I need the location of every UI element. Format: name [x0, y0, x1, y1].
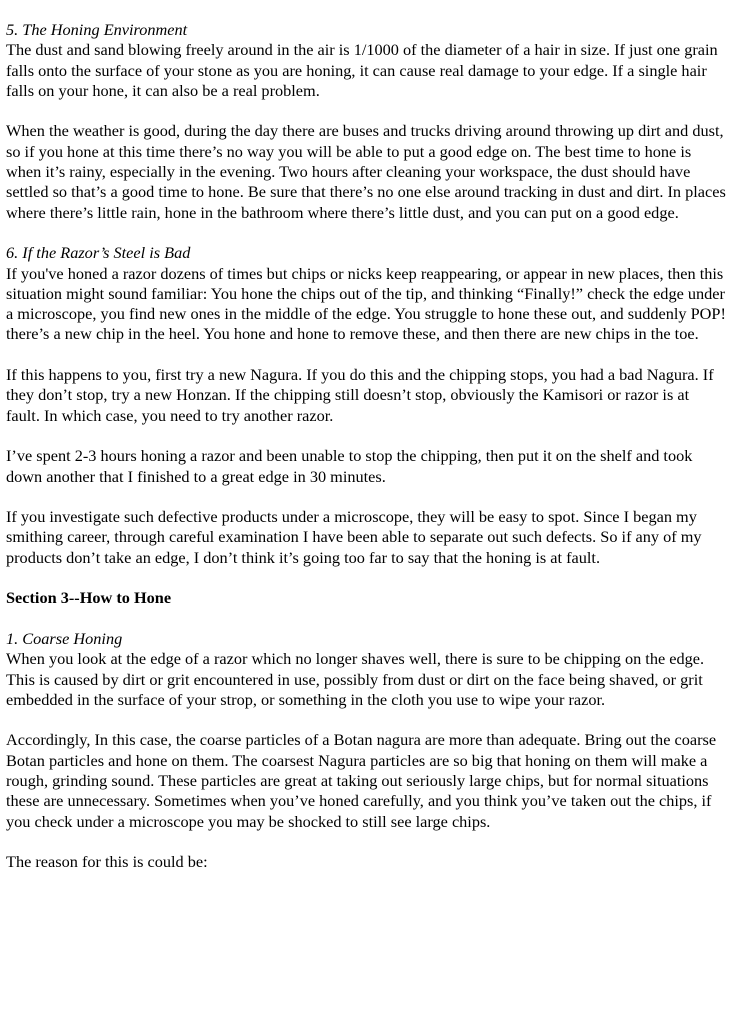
paragraph-spacer: [6, 568, 726, 588]
paragraph-spacer: [6, 345, 726, 365]
paragraph: When you look at the edge of a razor which no longer shaves well, there is sure to be chipping on the edge. This is caused by dirt or grit encountered in use, possibly from dust or dirt on the face being shaved, or grit embedded in the surface of your strop, or something in the cloth you use to wipe your razor.: [6, 649, 705, 709]
paragraph: If this happens to you, first try a new Nagura. If you do this and the chipping stops, you had a bad Nagura. If they don’t stop, try a new Honzan. If the chipping still doesn’t stop, obviously the Kamisori or razor is at fault. In which case, you need to try another razor.: [6, 365, 714, 425]
document-page: [6, 20, 726, 872]
paragraph-spacer: [6, 101, 726, 121]
paragraph: The dust and sand blowing freely around in the air is 1/1000 of the diameter of a hair in size. If just one grain falls onto the surface of your stone as you are honing, it can cause real damage to your edge. If a single hair falls on your hone, it can also be a real problem.: [6, 40, 718, 100]
section-heading-bad-steel: 6. If the Razor’s Steel is Bad: [6, 243, 191, 263]
paragraph-spacer: [6, 710, 726, 730]
paragraph-spacer: [6, 487, 726, 507]
paragraph: Accordingly, In this case, the coarse particles of a Botan nagura are more than adequate. Bring out the coarse Botan particles and hone on them. The coarsest Nagura particles are so big that honing on them will make a rough, grinding sound. These particles are great at taking out seriously large chips, but for normal situations these are unnecessary. Sometimes when you’ve honed carefully, and you think you’ve taken out the chips, if you check under a microscope you may be shocked to still see large chips.: [6, 730, 717, 831]
paragraph-spacer: [6, 223, 726, 243]
paragraph-spacer: [6, 426, 726, 446]
paragraph: If you investigate such defective products under a microscope, they will be easy to spot. Since I began my smithing career, through careful examination I have been able to separate out such defects. So if any of my products don’t take an edge, I don’t think it’s going too far to say that the honing is at fault.: [6, 507, 702, 567]
paragraph: If you've honed a razor dozens of times but chips or nicks keep reappearing, or appear in new places, then this situation might sound familiar: You hone the chips out of the tip, and thinking “Finally!” check the edge under a microscope, you find new ones in the middle of the edge. You struggle to hone these out, and suddenly POP! there’s a new chip in the heel. You hone and hone to remove these, and then there are new chips in the toe.: [6, 263, 726, 344]
paragraph: I’ve spent 2-3 hours honing a razor and been unable to stop the chipping, then put it on the shelf and took down another that I finished to a great edge in 30 minutes.: [6, 446, 693, 486]
section-heading-honing-environment: 5. The Honing Environment: [6, 20, 188, 39]
paragraph: When the weather is good, during the day there are buses and trucks driving around throwing up dirt and dust, so if you hone at this time there’s no way you will be able to put a good edge on. The best time to hone is when it’s rainy, especially in the evening. Two hours after cleaning your workspace, the dust should have settled so that’s a good time to hone. Be sure that there’s no one else around tracking in dust and dirt. In places where there’s little rain, hone in the bathroom where there’s little dust, and you can put on a good edge.: [6, 121, 726, 222]
section-heading-coarse-honing: 1. Coarse Honing: [6, 628, 123, 648]
paragraph: The reason for this is could be:: [6, 852, 208, 872]
paragraph-spacer: [6, 832, 726, 852]
section-title-how-to-hone: Section 3--How to Hone: [6, 588, 172, 608]
paragraph-spacer: [6, 609, 726, 629]
